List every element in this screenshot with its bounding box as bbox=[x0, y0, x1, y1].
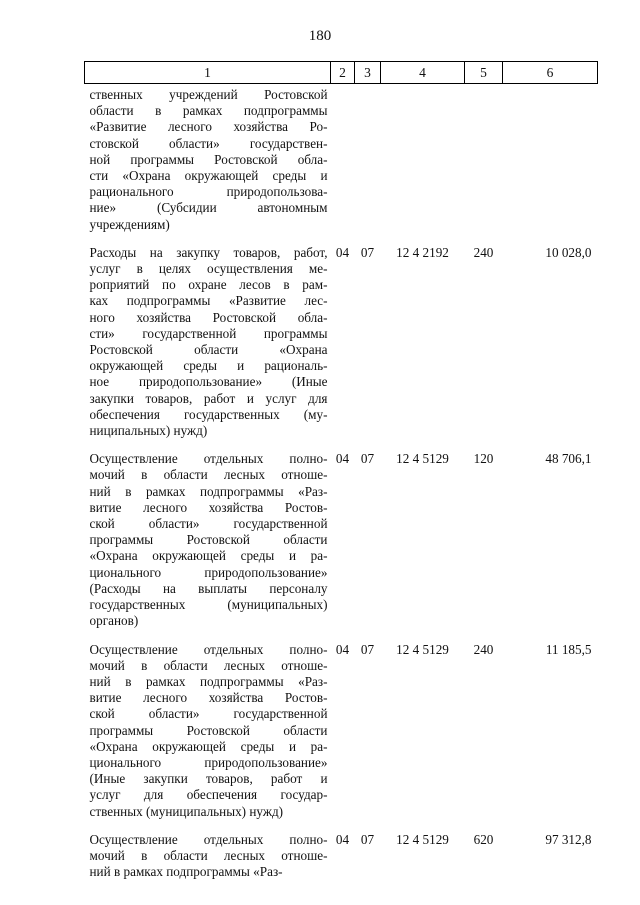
header-row bbox=[85, 62, 598, 84]
row-description bbox=[85, 439, 331, 629]
description-line: ний в рамках подпрограммы «Раз- bbox=[89, 864, 283, 880]
target-article-code: 12 4 5129 bbox=[396, 831, 449, 847]
page-number: 180 bbox=[308, 28, 332, 44]
amount-value: 10 028,0 bbox=[545, 244, 592, 260]
table-header bbox=[85, 62, 598, 84]
header-col-6: 6 bbox=[503, 62, 598, 84]
table-row bbox=[85, 630, 598, 820]
header-col-3: 3 bbox=[355, 62, 381, 84]
description-line: мочий в области лесных отноше- bbox=[89, 657, 328, 673]
description-line: услуг для обеспечения государ- bbox=[89, 787, 328, 803]
target-article-code: 12 4 5129 bbox=[396, 451, 449, 467]
table-body bbox=[85, 84, 598, 881]
description-line: рационального природопользова- bbox=[89, 184, 328, 200]
amount-value: 97 312,8 bbox=[545, 831, 592, 847]
description-line: сти «Охрана окружающей среды и bbox=[89, 168, 328, 184]
description-line: стовской области» государствен- bbox=[89, 135, 328, 151]
section-code bbox=[331, 84, 355, 233]
target-article-code: 12 4 2192 bbox=[396, 244, 449, 260]
description-line: Ростовской области «Охрана bbox=[89, 342, 328, 358]
row-description bbox=[85, 84, 331, 233]
description-line: Расходы на закупку товаров, работ, bbox=[89, 244, 328, 260]
row-description bbox=[85, 630, 331, 820]
expense-type-code: 240 bbox=[473, 244, 494, 260]
row-description bbox=[85, 233, 331, 439]
description-line: ной программы Ростовской обла- bbox=[89, 151, 328, 167]
description-line: программы Ростовской области bbox=[89, 532, 328, 548]
description-line: Осуществление отдельных полно- bbox=[89, 641, 328, 657]
subsection-code: 07 bbox=[360, 244, 375, 260]
description-line: сти» государственной программы bbox=[89, 325, 328, 341]
expense-type-code: 120 bbox=[473, 451, 494, 467]
description-line: «Развитие лесного хозяйства Ро- bbox=[89, 119, 328, 135]
subsection-code: 07 bbox=[360, 451, 375, 467]
description-line: ние» (Субсидии автономным bbox=[89, 200, 328, 216]
table-row bbox=[85, 439, 598, 629]
description-line: витие лесного хозяйства Ростов- bbox=[89, 499, 328, 515]
description-line: «Охрана окружающей среды и ра- bbox=[89, 738, 328, 754]
description-line: мочий в области лесных отноше- bbox=[89, 847, 328, 863]
subsection-code bbox=[355, 84, 381, 233]
description-line: мочий в области лесных отноше- bbox=[89, 467, 328, 483]
row-description bbox=[85, 820, 331, 881]
amount-value bbox=[503, 84, 598, 233]
header-col-2: 2 bbox=[331, 62, 355, 84]
section-code: 04 bbox=[335, 451, 350, 467]
description-line: области в рамках подпрограммы bbox=[89, 103, 328, 119]
description-line: органов) bbox=[89, 613, 139, 629]
description-line: ного хозяйства Ростовской обла- bbox=[89, 309, 328, 325]
description-line: ственных (муниципальных) нужд) bbox=[89, 803, 284, 819]
description-line: окружающей среды и рациональ- bbox=[89, 358, 328, 374]
description-line: Осуществление отдельных полно- bbox=[89, 451, 328, 467]
description-line: ниципальных) нужд) bbox=[89, 423, 208, 439]
description-line: программы Ростовской области bbox=[89, 722, 328, 738]
section-code: 04 bbox=[335, 244, 350, 260]
description-line: ской области» государственной bbox=[89, 706, 328, 722]
description-line: услуг в целях осуществления ме- bbox=[89, 261, 328, 277]
amount-value: 48 706,1 bbox=[545, 451, 592, 467]
table-row bbox=[85, 820, 598, 881]
description-line: ках подпрограммы «Развитие лес- bbox=[89, 293, 328, 309]
amount-value: 11 185,5 bbox=[545, 641, 592, 657]
expense-type-code: 620 bbox=[473, 831, 494, 847]
description-line: ционального природопользование» bbox=[89, 754, 328, 770]
description-line: ний в рамках подпрограммы «Раз- bbox=[89, 673, 328, 689]
expense-type-code: 240 bbox=[473, 641, 494, 657]
description-line: витие лесного хозяйства Ростов- bbox=[89, 690, 328, 706]
description-line: Осуществление отдельных полно- bbox=[89, 831, 328, 847]
target-article-code: 12 4 5129 bbox=[396, 641, 449, 657]
description-line: роприятий по охране лесов в рам- bbox=[89, 277, 328, 293]
target-article-code bbox=[381, 84, 465, 233]
description-line: учреждениям) bbox=[89, 216, 170, 232]
header-col-5: 5 bbox=[465, 62, 503, 84]
description-line: ное природопользование» (Иные bbox=[89, 374, 328, 390]
description-line: ционального природопользование» bbox=[89, 564, 328, 580]
section-code: 04 bbox=[335, 831, 350, 847]
description-line: (Иные закупки товаров, работ и bbox=[89, 771, 328, 787]
description-line: ственных учреждений Ростовской bbox=[89, 87, 328, 102]
description-line: закупки товаров, работ и услуг для bbox=[89, 390, 328, 406]
table-row bbox=[85, 84, 598, 233]
description-line: ской области» государственной bbox=[89, 516, 328, 532]
table-row bbox=[85, 233, 598, 439]
description-line: государственных (муниципальных) bbox=[89, 597, 328, 613]
expense-type-code bbox=[465, 84, 503, 233]
subsection-code: 07 bbox=[360, 831, 375, 847]
section-code: 04 bbox=[335, 641, 350, 657]
description-line: ний в рамках подпрограммы «Раз- bbox=[89, 483, 328, 499]
header-col-4: 4 bbox=[381, 62, 465, 84]
description-line: «Охрана окружающей среды и ра- bbox=[89, 548, 328, 564]
description-line: обеспечения государственных (му- bbox=[89, 406, 328, 422]
header-col-1: 1 bbox=[85, 62, 331, 84]
description-line: (Расходы на выплаты персоналу bbox=[89, 580, 328, 596]
budget-table bbox=[84, 61, 598, 880]
subsection-code: 07 bbox=[360, 641, 375, 657]
